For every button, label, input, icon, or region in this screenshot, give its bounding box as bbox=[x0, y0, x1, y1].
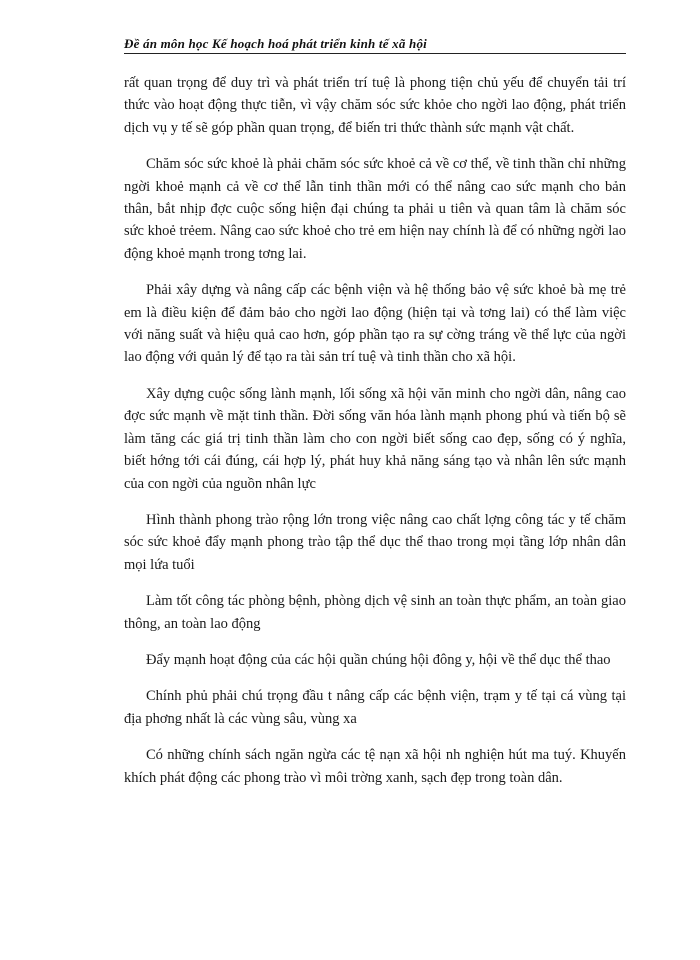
header-rule bbox=[124, 53, 626, 54]
paragraph: Chính phủ phải chú trọng đầu t nâng cấp các bệnh viện, trạm y tế tại cá vùng tại địa phơng nhất là các vùng sâu, vùng xa bbox=[124, 688, 626, 727]
paragraph: Có những chính sách ngăn ngừa các tệ nạn xã hội nh nghiện hút ma tuý. Khuyến khích phát động các phong trào vì môi trờng xanh, sạch đẹp trong toàn dân. bbox=[124, 747, 626, 786]
paragraph: Đẩy mạnh hoạt động của các hội quần chúng hội đông y, hội về thể dục thể thao bbox=[146, 651, 611, 668]
paragraph: Phải xây dựng và nâng cấp các bệnh viện và hệ thống bảo vệ sức khoẻ bà mẹ trẻ em là điều kiện để đảm bảo cho ngời lao động (hiện tại và tơng lai) có thể làm việc với năng suất và hiệu quả cao hơn, góp phần tạo ra sự cờng tráng về thể lực của ngời lao động với quản lý để tạo ra tài sản trí tuệ và tinh thần cho xã hội. bbox=[124, 282, 626, 366]
paragraph: Làm tốt công tác phòng bệnh, phòng dịch vệ sinh an toàn thực phẩm, an toàn giao thông, an toàn lao động bbox=[124, 593, 626, 632]
paragraph: Hình thành phong trào rộng lớn trong việc nâng cao chất lợng công tác y tế chăm sóc sức khoẻ đẩy mạnh phong trào tập thể dục thể thao trong mọi tầng lớp nhân dân mọi lứa tuổi bbox=[124, 511, 626, 573]
document-body bbox=[124, 72, 626, 803]
paragraph: Xây dựng cuộc sống lành mạnh, lối sống xã hội văn minh cho ngời dân, nâng cao đợc sức mạnh về mặt tinh thần. Đời sống văn hóa lành mạnh phong phú và tiến bộ sẽ làm tăng các giá trị tinh thần làm cho con ngời biết sống cao đẹp, sống có ý nghĩa, biết hớng tới cái đúng, cái hợp lý, phát huy khả năng sáng tạo và nhân lên sức mạnh của con ngời của nguồn nhân lực bbox=[124, 385, 626, 492]
paragraph: Chăm sóc sức khoẻ là phải chăm sóc sức khoẻ cả về cơ thể, về tinh thần chỉ những ngời khoẻ mạnh cả về cơ thể lẫn tinh thần mới có thể nâng cao sức mạnh cho bản thân, bắt nhịp đợc cuộc sống hiện đại chúng ta phải u tiên và quan tâm là chăm sóc sức khoẻ trẻem. Nâng cao sức khoẻ cho trẻ em hiện nay chính là để có những ngời lao động khoẻ mạnh trong tơng lai. bbox=[124, 156, 626, 262]
running-header: Đề án môn học Kế hoạch hoá phát triển kinh tế xã hội bbox=[124, 36, 427, 51]
paragraph: rất quan trọng để duy trì và phát triển trí tuệ là phong tiện chủ yếu để chuyển tải trí thức vào hoạt động thực tiễn, vì vậy chăm sóc sức khỏe cho ngời lao động, phát triển dịch vụ y tế sẽ góp phần quan trọng, để biến tri thức thành sức mạnh vật chất. bbox=[124, 75, 626, 136]
